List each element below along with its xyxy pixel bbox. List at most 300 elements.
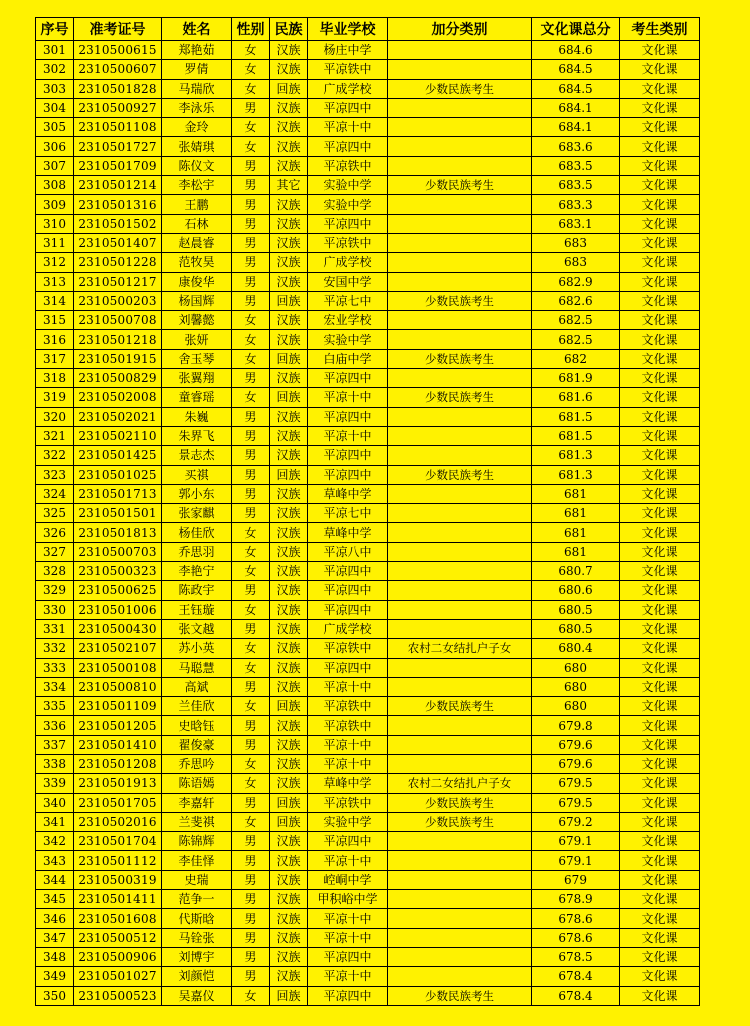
cell-name: 刘馨懿: [162, 311, 232, 330]
cell-score: 680.5: [532, 600, 620, 619]
cell-exam-id: 2310502008: [74, 388, 162, 407]
cell-seq: 340: [36, 793, 74, 812]
header-row: [36, 18, 700, 41]
cell-category: 文化课: [620, 890, 700, 909]
cell-gender: 女: [232, 311, 270, 330]
cell-category: 文化课: [620, 118, 700, 137]
cell-ethnicity: 回族: [270, 388, 308, 407]
cell-seq: 347: [36, 928, 74, 947]
cell-ethnicity: 汉族: [270, 754, 308, 773]
cell-name: 赵晨睿: [162, 233, 232, 252]
header-score: 文化课总分: [532, 18, 620, 41]
cell-school: 平凉十中: [308, 426, 388, 445]
cell-score: 684.5: [532, 60, 620, 79]
cell-category: 文化课: [620, 484, 700, 503]
cell-name: 景志杰: [162, 446, 232, 465]
cell-school: 草峰中学: [308, 484, 388, 503]
cell-category: 文化课: [620, 156, 700, 175]
cell-seq: 322: [36, 446, 74, 465]
cell-gender: 女: [232, 349, 270, 368]
cell-name: 朱巍: [162, 407, 232, 426]
cell-name: 吴嘉仪: [162, 986, 232, 1005]
cell-category: 文化课: [620, 658, 700, 677]
cell-seq: 325: [36, 504, 74, 523]
cell-school: 平凉四中: [308, 98, 388, 117]
cell-score: 678.4: [532, 967, 620, 986]
cell-category: 文化课: [620, 832, 700, 851]
cell-score: 680: [532, 658, 620, 677]
cell-seq: 348: [36, 947, 74, 966]
cell-exam-id: 2310501915: [74, 349, 162, 368]
cell-name: 杨国辉: [162, 291, 232, 310]
cell-ethnicity: 汉族: [270, 542, 308, 561]
table-row: [36, 562, 700, 581]
cell-category: 文化课: [620, 562, 700, 581]
cell-school: 平凉十中: [308, 388, 388, 407]
cell-gender: 男: [232, 176, 270, 195]
cell-exam-id: 2310500319: [74, 870, 162, 889]
cell-bonus: 少数民族考生: [388, 388, 532, 407]
cell-gender: 女: [232, 986, 270, 1005]
cell-ethnicity: 汉族: [270, 562, 308, 581]
cell-ethnicity: 汉族: [270, 60, 308, 79]
cell-score: 681.5: [532, 407, 620, 426]
cell-exam-id: 2310501704: [74, 832, 162, 851]
cell-name: 李艳宁: [162, 562, 232, 581]
cell-exam-id: 2310501027: [74, 967, 162, 986]
cell-seq: 350: [36, 986, 74, 1005]
cell-bonus: [388, 195, 532, 214]
cell-category: 文化课: [620, 697, 700, 716]
cell-category: 文化课: [620, 41, 700, 60]
cell-gender: 女: [232, 79, 270, 98]
cell-name: 童睿瑶: [162, 388, 232, 407]
table-row: [36, 156, 700, 175]
cell-school: 平凉四中: [308, 137, 388, 156]
cell-school: 平凉铁中: [308, 156, 388, 175]
table-row: [36, 388, 700, 407]
table-row: [36, 967, 700, 986]
header-gender: 性别: [232, 18, 270, 41]
cell-school: 平凉铁中: [308, 60, 388, 79]
cell-category: 文化课: [620, 504, 700, 523]
cell-bonus: [388, 504, 532, 523]
cell-exam-id: 2310501208: [74, 754, 162, 773]
table-row: [36, 812, 700, 831]
cell-category: 文化课: [620, 851, 700, 870]
cell-category: 文化课: [620, 754, 700, 773]
cell-bonus: [388, 832, 532, 851]
cell-bonus: [388, 137, 532, 156]
cell-seq: 336: [36, 716, 74, 735]
cell-score: 683.1: [532, 214, 620, 233]
cell-seq: 338: [36, 754, 74, 773]
cell-category: 文化课: [620, 272, 700, 291]
cell-gender: 男: [232, 735, 270, 754]
cell-ethnicity: 汉族: [270, 195, 308, 214]
cell-gender: 男: [232, 928, 270, 947]
cell-bonus: [388, 330, 532, 349]
cell-school: 广成学校: [308, 619, 388, 638]
cell-bonus: [388, 311, 532, 330]
cell-seq: 330: [36, 600, 74, 619]
score-table: [35, 17, 700, 1006]
cell-ethnicity: 汉族: [270, 484, 308, 503]
cell-ethnicity: 汉族: [270, 967, 308, 986]
cell-school: 实验中学: [308, 330, 388, 349]
cell-score: 680: [532, 677, 620, 696]
cell-category: 文化课: [620, 214, 700, 233]
cell-ethnicity: 其它: [270, 176, 308, 195]
cell-score: 679.5: [532, 774, 620, 793]
table-row: [36, 349, 700, 368]
cell-bonus: 农村二女结扎户子女: [388, 774, 532, 793]
cell-bonus: [388, 735, 532, 754]
cell-exam-id: 2310501214: [74, 176, 162, 195]
table-row: [36, 311, 700, 330]
cell-ethnicity: 回族: [270, 79, 308, 98]
cell-name: 史晗钰: [162, 716, 232, 735]
table-row: [36, 947, 700, 966]
cell-gender: 男: [232, 677, 270, 696]
cell-bonus: [388, 890, 532, 909]
cell-bonus: [388, 98, 532, 117]
cell-name: 乔思吟: [162, 754, 232, 773]
cell-seq: 343: [36, 851, 74, 870]
cell-seq: 337: [36, 735, 74, 754]
cell-ethnicity: 汉族: [270, 890, 308, 909]
cell-school: 平凉七中: [308, 291, 388, 310]
cell-school: 平凉十中: [308, 677, 388, 696]
cell-name: 张文越: [162, 619, 232, 638]
cell-bonus: [388, 909, 532, 928]
cell-bonus: [388, 967, 532, 986]
cell-seq: 313: [36, 272, 74, 291]
cell-bonus: 少数民族考生: [388, 176, 532, 195]
cell-score: 679.8: [532, 716, 620, 735]
cell-score: 681.5: [532, 426, 620, 445]
cell-gender: 男: [232, 446, 270, 465]
cell-category: 文化课: [620, 735, 700, 754]
cell-school: 平凉四中: [308, 214, 388, 233]
cell-exam-id: 2310501108: [74, 118, 162, 137]
cell-exam-id: 2310501316: [74, 195, 162, 214]
cell-exam-id: 2310501228: [74, 253, 162, 272]
cell-gender: 男: [232, 195, 270, 214]
cell-score: 678.4: [532, 986, 620, 1005]
cell-name: 代斯晗: [162, 909, 232, 928]
table-row: [36, 214, 700, 233]
cell-ethnicity: 汉族: [270, 118, 308, 137]
table-row: [36, 446, 700, 465]
cell-exam-id: 2310501501: [74, 504, 162, 523]
cell-category: 文化课: [620, 137, 700, 156]
cell-seq: 342: [36, 832, 74, 851]
cell-school: 平凉十中: [308, 118, 388, 137]
cell-gender: 男: [232, 890, 270, 909]
cell-gender: 女: [232, 639, 270, 658]
cell-name: 刘颜恺: [162, 967, 232, 986]
cell-exam-id: 2310500108: [74, 658, 162, 677]
table-row: [36, 658, 700, 677]
header-seq: 序号: [36, 18, 74, 41]
cell-school: 平凉十中: [308, 909, 388, 928]
cell-category: 文化课: [620, 793, 700, 812]
cell-ethnicity: 汉族: [270, 600, 308, 619]
table-row: [36, 407, 700, 426]
cell-category: 文化课: [620, 581, 700, 600]
cell-category: 文化课: [620, 619, 700, 638]
cell-score: 681.3: [532, 446, 620, 465]
cell-exam-id: 2310500512: [74, 928, 162, 947]
cell-bonus: [388, 619, 532, 638]
cell-score: 681.6: [532, 388, 620, 407]
cell-bonus: [388, 156, 532, 175]
cell-score: 684.5: [532, 79, 620, 98]
cell-score: 681: [532, 542, 620, 561]
cell-school: 平凉四中: [308, 600, 388, 619]
cell-school: 平凉四中: [308, 446, 388, 465]
cell-ethnicity: 回族: [270, 349, 308, 368]
cell-bonus: [388, 600, 532, 619]
table-row: [36, 832, 700, 851]
cell-bonus: [388, 426, 532, 445]
table-row: [36, 60, 700, 79]
cell-score: 678.6: [532, 909, 620, 928]
cell-school: 草峰中学: [308, 774, 388, 793]
cell-ethnicity: 汉族: [270, 311, 308, 330]
cell-name: 史瑞: [162, 870, 232, 889]
cell-category: 文化课: [620, 639, 700, 658]
cell-category: 文化课: [620, 870, 700, 889]
cell-score: 683.3: [532, 195, 620, 214]
cell-exam-id: 2310500927: [74, 98, 162, 117]
cell-bonus: 少数民族考生: [388, 465, 532, 484]
cell-exam-id: 2310502016: [74, 812, 162, 831]
cell-school: 实验中学: [308, 812, 388, 831]
cell-exam-id: 2310500523: [74, 986, 162, 1005]
cell-category: 文化课: [620, 291, 700, 310]
cell-category: 文化课: [620, 542, 700, 561]
header-bonus: 加分类别: [388, 18, 532, 41]
cell-score: 681.3: [532, 465, 620, 484]
cell-score: 683.5: [532, 156, 620, 175]
cell-bonus: [388, 754, 532, 773]
cell-bonus: [388, 581, 532, 600]
cell-gender: 男: [232, 369, 270, 388]
cell-seq: 302: [36, 60, 74, 79]
cell-score: 679.2: [532, 812, 620, 831]
cell-gender: 男: [232, 504, 270, 523]
cell-school: 平凉十中: [308, 735, 388, 754]
cell-school: 平凉八中: [308, 542, 388, 561]
cell-gender: 男: [232, 619, 270, 638]
table-row: [36, 484, 700, 503]
cell-ethnicity: 汉族: [270, 832, 308, 851]
cell-name: 乔思羽: [162, 542, 232, 561]
table-row: [36, 272, 700, 291]
cell-gender: 男: [232, 253, 270, 272]
cell-score: 679.1: [532, 851, 620, 870]
cell-score: 679.6: [532, 754, 620, 773]
cell-category: 文化课: [620, 446, 700, 465]
cell-bonus: [388, 677, 532, 696]
cell-score: 679.1: [532, 832, 620, 851]
cell-score: 682.5: [532, 330, 620, 349]
cell-score: 681: [532, 523, 620, 542]
cell-score: 681.9: [532, 369, 620, 388]
cell-category: 文化课: [620, 369, 700, 388]
cell-school: 平凉四中: [308, 658, 388, 677]
cell-ethnicity: 回族: [270, 793, 308, 812]
cell-exam-id: 2310501112: [74, 851, 162, 870]
cell-exam-id: 2310501425: [74, 446, 162, 465]
table-row: [36, 369, 700, 388]
cell-exam-id: 2310500708: [74, 311, 162, 330]
cell-ethnicity: 汉族: [270, 233, 308, 252]
cell-ethnicity: 回族: [270, 812, 308, 831]
cell-seq: 346: [36, 909, 74, 928]
cell-name: 兰斐祺: [162, 812, 232, 831]
cell-exam-id: 2310501218: [74, 330, 162, 349]
cell-category: 文化课: [620, 947, 700, 966]
cell-bonus: [388, 369, 532, 388]
cell-category: 文化课: [620, 909, 700, 928]
cell-exam-id: 2310501828: [74, 79, 162, 98]
cell-score: 678.5: [532, 947, 620, 966]
cell-bonus: [388, 272, 532, 291]
cell-ethnicity: 汉族: [270, 137, 308, 156]
table-row: [36, 619, 700, 638]
cell-seq: 314: [36, 291, 74, 310]
cell-ethnicity: 汉族: [270, 369, 308, 388]
cell-seq: 306: [36, 137, 74, 156]
cell-school: 草峰中学: [308, 523, 388, 542]
cell-school: 平凉四中: [308, 407, 388, 426]
cell-ethnicity: 汉族: [270, 156, 308, 175]
cell-exam-id: 2310500906: [74, 947, 162, 966]
cell-school: 甲积峪中学: [308, 890, 388, 909]
cell-exam-id: 2310502110: [74, 426, 162, 445]
table-row: [36, 41, 700, 60]
cell-bonus: [388, 542, 532, 561]
table-row: [36, 118, 700, 137]
cell-gender: 男: [232, 581, 270, 600]
cell-category: 文化课: [620, 330, 700, 349]
cell-category: 文化课: [620, 812, 700, 831]
cell-exam-id: 2310501410: [74, 735, 162, 754]
cell-category: 文化课: [620, 98, 700, 117]
cell-gender: 男: [232, 233, 270, 252]
cell-gender: 女: [232, 542, 270, 561]
cell-bonus: 农村二女结扎户子女: [388, 639, 532, 658]
cell-exam-id: 2310500810: [74, 677, 162, 696]
cell-seq: 318: [36, 369, 74, 388]
cell-score: 683: [532, 253, 620, 272]
cell-score: 678.6: [532, 928, 620, 947]
cell-ethnicity: 汉族: [270, 909, 308, 928]
cell-score: 682: [532, 349, 620, 368]
cell-name: 康俊华: [162, 272, 232, 291]
cell-exam-id: 2310501025: [74, 465, 162, 484]
cell-name: 李泳乐: [162, 98, 232, 117]
table-body: [36, 41, 700, 1006]
cell-ethnicity: 汉族: [270, 581, 308, 600]
cell-seq: 333: [36, 658, 74, 677]
cell-bonus: 少数民族考生: [388, 697, 532, 716]
table-row: [36, 754, 700, 773]
cell-category: 文化课: [620, 600, 700, 619]
cell-gender: 男: [232, 793, 270, 812]
cell-seq: 319: [36, 388, 74, 407]
cell-seq: 345: [36, 890, 74, 909]
header-name: 姓名: [162, 18, 232, 41]
cell-exam-id: 2310500625: [74, 581, 162, 600]
cell-gender: 男: [232, 947, 270, 966]
table-row: [36, 909, 700, 928]
cell-bonus: 少数民族考生: [388, 793, 532, 812]
cell-gender: 男: [232, 465, 270, 484]
table-row: [36, 523, 700, 542]
cell-category: 文化课: [620, 677, 700, 696]
cell-ethnicity: 汉族: [270, 272, 308, 291]
cell-name: 翟俊豪: [162, 735, 232, 754]
cell-bonus: 少数民族考生: [388, 986, 532, 1005]
cell-score: 684.1: [532, 98, 620, 117]
cell-score: 683: [532, 233, 620, 252]
cell-gender: 男: [232, 716, 270, 735]
cell-ethnicity: 汉族: [270, 504, 308, 523]
cell-gender: 女: [232, 774, 270, 793]
cell-exam-id: 2310500430: [74, 619, 162, 638]
cell-category: 文化课: [620, 986, 700, 1005]
cell-seq: 332: [36, 639, 74, 658]
table-row: [36, 677, 700, 696]
cell-seq: 329: [36, 581, 74, 600]
cell-seq: 303: [36, 79, 74, 98]
cell-category: 文化课: [620, 928, 700, 947]
cell-exam-id: 2310500829: [74, 369, 162, 388]
table-row: [36, 851, 700, 870]
cell-ethnicity: 回族: [270, 986, 308, 1005]
cell-name: 李松宇: [162, 176, 232, 195]
cell-name: 陈政宇: [162, 581, 232, 600]
cell-ethnicity: 汉族: [270, 523, 308, 542]
cell-bonus: 少数民族考生: [388, 349, 532, 368]
cell-seq: 320: [36, 407, 74, 426]
cell-gender: 女: [232, 330, 270, 349]
cell-ethnicity: 回族: [270, 465, 308, 484]
cell-gender: 女: [232, 812, 270, 831]
cell-category: 文化课: [620, 253, 700, 272]
cell-score: 678.9: [532, 890, 620, 909]
table-row: [36, 735, 700, 754]
cell-score: 680.5: [532, 619, 620, 638]
cell-category: 文化课: [620, 967, 700, 986]
cell-seq: 312: [36, 253, 74, 272]
cell-seq: 344: [36, 870, 74, 889]
table-row: [36, 137, 700, 156]
cell-bonus: [388, 253, 532, 272]
table-row: [36, 793, 700, 812]
cell-ethnicity: 汉族: [270, 446, 308, 465]
table-row: [36, 581, 700, 600]
cell-name: 兰佳欣: [162, 697, 232, 716]
cell-score: 684.1: [532, 118, 620, 137]
cell-gender: 女: [232, 754, 270, 773]
cell-bonus: [388, 214, 532, 233]
cell-exam-id: 2310500323: [74, 562, 162, 581]
